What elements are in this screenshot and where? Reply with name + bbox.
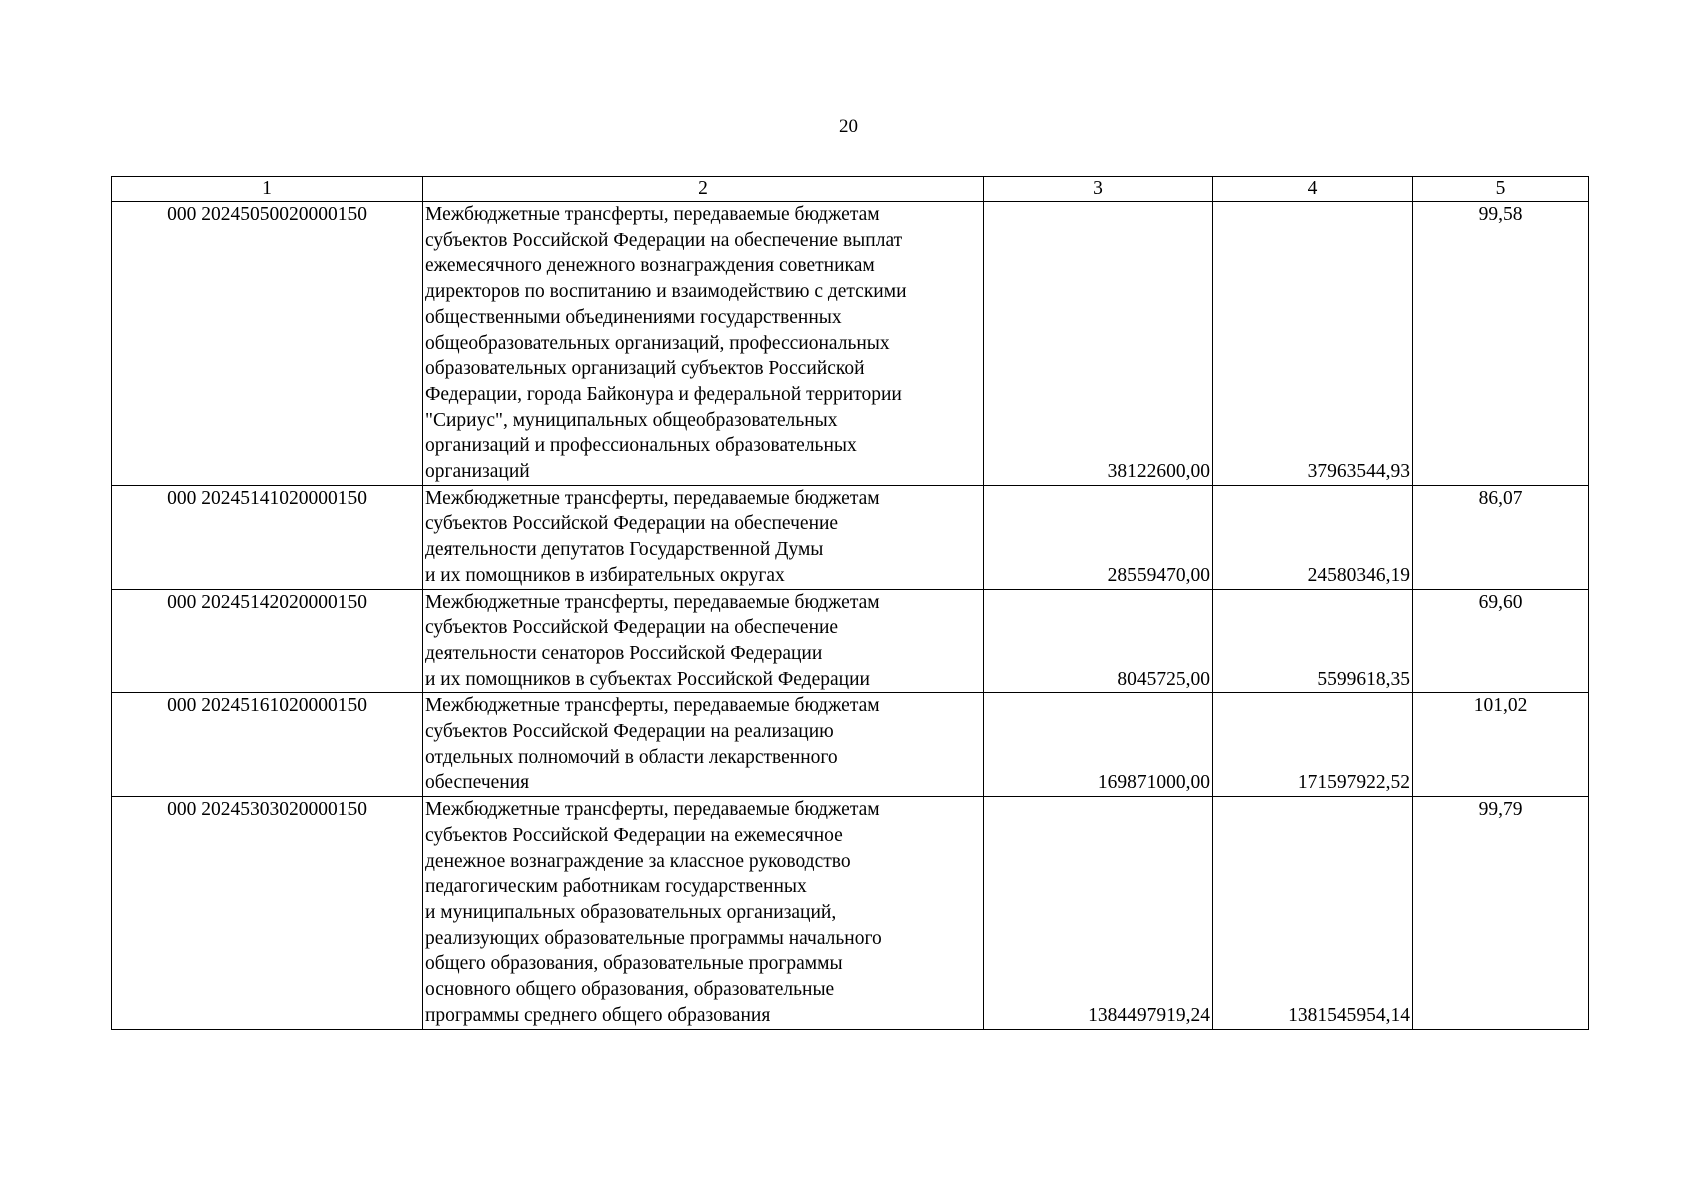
description-line: директоров по воспитанию и взаимодействию с детскими: [425, 281, 907, 303]
column-header-1: 1: [112, 177, 423, 202]
description-line: Межбюджетные трансферты, передаваемые бюджетам: [425, 799, 880, 821]
description-line: и муниципальных образовательных организаций,: [425, 901, 837, 923]
description-line: деятельности депутатов Государственной Думы: [425, 539, 824, 561]
description-line: субъектов Российской Федерации на ежемесячное: [425, 824, 843, 846]
description-line: педагогическим работникам государственных: [425, 876, 807, 898]
description-line: субъектов Российской Федерации на обеспечение: [425, 513, 839, 535]
table-row: [112, 202, 1589, 486]
description-line: субъектов Российской Федерации на обеспечение выплат: [425, 229, 903, 251]
header-row: [112, 177, 1589, 202]
table-body: [112, 202, 1589, 1030]
description-line: реализующих образовательные программы начального: [425, 927, 882, 949]
description-line: обеспечения: [425, 772, 530, 794]
description-line: субъектов Российской Федерации на реализацию: [425, 721, 834, 743]
description-line: и их помощников в субъектах Российской Федерации: [425, 668, 870, 690]
description-cell: [423, 589, 984, 693]
budget-code-cell: 000 20245303020000150: [112, 797, 423, 1029]
execution-percent-cell: 86,07: [1413, 485, 1589, 589]
planned-amount-cell: 8045725,00: [984, 589, 1213, 693]
description-line: общего образования, образовательные программы: [425, 953, 843, 975]
description-line: "Сириус", муниципальных общеобразовательных: [425, 409, 838, 431]
executed-amount-cell: 24580346,19: [1213, 485, 1413, 589]
table-row: [112, 485, 1589, 589]
description-line: Межбюджетные трансферты, передаваемые бюджетам: [425, 591, 880, 613]
description-line: деятельности сенаторов Российской Федерации: [425, 642, 823, 664]
description-line: Федерации, города Байконура и федеральной территории: [425, 383, 902, 405]
description-line: ежемесячного денежного вознаграждения советникам: [425, 255, 875, 277]
column-header-2: 2: [423, 177, 984, 202]
budget-code-cell: 000 20245050020000150: [112, 202, 423, 486]
description-line: и их помощников в избирательных округах: [425, 564, 785, 586]
budget-code-cell: 000 20245141020000150: [112, 485, 423, 589]
description-line: Межбюджетные трансферты, передаваемые бюджетам: [425, 204, 880, 225]
description-line: Межбюджетные трансферты, передаваемые бюджетам: [425, 695, 880, 717]
execution-percent-cell: 101,02: [1413, 693, 1589, 797]
description-line: Межбюджетные трансферты, передаваемые бюджетам: [425, 487, 880, 509]
description-cell: [423, 202, 984, 486]
executed-amount-cell: 5599618,35: [1213, 589, 1413, 693]
execution-percent-cell: 99,79: [1413, 797, 1589, 1029]
executed-amount-cell: 1381545954,14: [1213, 797, 1413, 1029]
executed-amount-cell: 37963544,93: [1213, 202, 1413, 486]
description-cell: [423, 797, 984, 1029]
table-row: [112, 797, 1589, 1029]
description-line: организаций: [425, 461, 530, 483]
execution-percent-cell: 69,60: [1413, 589, 1589, 693]
description-cell: [423, 485, 984, 589]
description-line: отдельных полномочий в области лекарственного: [425, 746, 838, 768]
description-line: общеобразовательных организаций, профессиональных: [425, 332, 890, 354]
budget-code-cell: 000 20245142020000150: [112, 589, 423, 693]
planned-amount-cell: 28559470,00: [984, 485, 1213, 589]
column-header-3: 3: [984, 177, 1213, 202]
planned-amount-cell: 38122600,00: [984, 202, 1213, 486]
table-row: [112, 589, 1589, 693]
column-header-5: 5: [1413, 177, 1589, 202]
table-row: [112, 693, 1589, 797]
description-line: субъектов Российской Федерации на обеспечение: [425, 617, 839, 639]
budget-transfers-table: [111, 176, 1589, 1030]
description-line: организаций и профессиональных образовательных: [425, 435, 857, 457]
description-cell: [423, 693, 984, 797]
page-number: 20: [839, 116, 858, 137]
budget-code-cell: 000 20245161020000150: [112, 693, 423, 797]
description-line: основного общего образования, образовательные: [425, 979, 835, 1001]
column-header-4: 4: [1213, 177, 1413, 202]
description-line: образовательных организаций субъектов Российской: [425, 358, 865, 380]
execution-percent-cell: 99,58: [1413, 202, 1589, 486]
description-line: денежное вознаграждение за классное руководство: [425, 850, 851, 872]
description-line: программы среднего общего образования: [425, 1004, 771, 1026]
executed-amount-cell: 171597922,52: [1213, 693, 1413, 797]
planned-amount-cell: 1384497919,24: [984, 797, 1213, 1029]
description-line: общественными объединениями государственных: [425, 306, 842, 328]
planned-amount-cell: 169871000,00: [984, 693, 1213, 797]
